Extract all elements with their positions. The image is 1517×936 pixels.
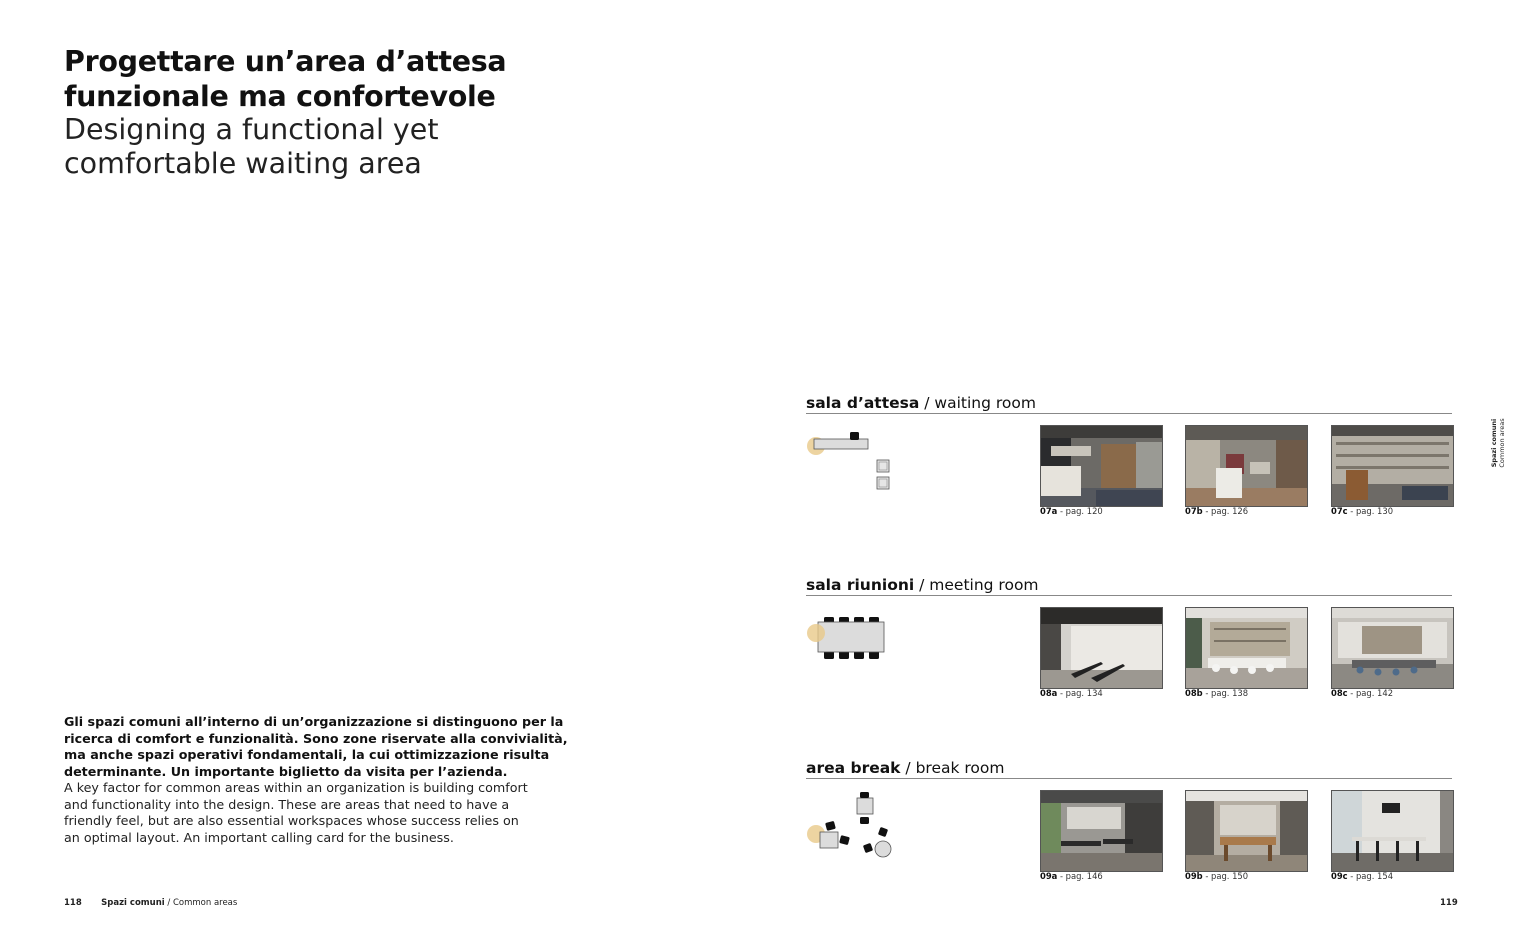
section-label-it: area break [806,759,901,777]
page-ref-09b: - pag. 150 [1202,871,1249,881]
page-ref-07a: - pag. 120 [1057,506,1103,516]
intro-en-line-2: and functionality into the design. These are areas that need to have a [64,796,510,812]
section-separator: / [914,576,930,594]
page-number-left: 118 [64,898,82,908]
intro-italian [64,714,568,780]
photo-08c [1331,607,1454,689]
caption-07b [1185,506,1248,516]
intro-it-line-1: Gli spazi comuni all’interno di un’organizzazione si distinguono per la [64,714,564,729]
page-ref-08c: - pag. 142 [1347,688,1394,698]
title-it-line-1: Progettare un’area d’attesa [64,45,507,78]
footer-section-en: Common areas [172,898,238,908]
intro-english [64,780,534,846]
page-ref-08b: - pag. 138 [1202,688,1249,698]
side-tab-en: Common areas [1498,418,1506,468]
intro-it-line-4: determinante. Un importante biglietto da visita per l’azienda. [64,763,508,779]
section-label-it: sala riunioni [806,576,915,594]
photo-09c [1331,790,1454,872]
caption-08c [1331,688,1393,698]
photo-09a [1040,790,1163,872]
section-label-en: break room [915,759,1005,777]
photo-08a [1040,607,1163,689]
caption-07a [1040,506,1103,516]
code-09b: 09b [1185,871,1203,881]
intro-en-line-1: A key factor for common areas within an organization is building comfort [64,780,528,795]
title-it-line-2: funzionale ma confortevole [64,80,496,113]
section-separator: / [900,759,916,777]
photo-09b [1185,790,1308,872]
section-waiting-room [806,393,1452,523]
intro-paragraph [64,714,568,846]
intro-en-line-4: an optimal layout. An important calling card for the business. [64,829,454,845]
meeting-room-floorplan-icon [806,601,916,681]
side-section-tab [1490,414,1508,472]
page-number-right: 119 [1440,898,1458,908]
section-break-room [806,758,1452,888]
title-en-line-2: comfortable waiting area [64,147,422,180]
caption-08b [1185,688,1248,698]
code-07c: 07c [1331,506,1348,516]
intro-it-line-3: ma anche spazi operativi fondamentali, la cui ottimizzazione risulta [64,747,550,762]
section-label-en: waiting room [934,394,1036,412]
section-heading [806,758,1452,779]
footer-section-it: Spazi comuni [101,898,165,908]
code-09a: 09a [1040,871,1058,881]
footer-left [64,898,237,908]
photo-07b [1185,425,1308,507]
section-separator: / [919,394,935,412]
caption-08a [1040,688,1103,698]
photo-07c [1331,425,1454,507]
code-07a: 07a [1040,506,1058,516]
footer-separator: / [164,898,173,908]
intro-en-line-3: friendly feel, but are also essential workspaces whose success relies on [64,813,519,828]
section-heading [806,575,1452,596]
caption-09c [1331,871,1393,881]
code-08a: 08a [1040,688,1058,698]
code-08c: 08c [1331,688,1348,698]
caption-09b [1185,871,1248,881]
page-ref-07c: - pag. 130 [1347,506,1394,516]
caption-07c [1331,506,1393,516]
page-title-english [64,113,584,181]
photo-08b [1185,607,1308,689]
title-en-line-1: Designing a functional yet [64,113,439,146]
page-ref-07b: - pag. 126 [1202,506,1249,516]
photo-07a [1040,425,1163,507]
intro-it-line-2: ricerca di comfort e funzionalità. Sono zone riservate alla convivialità, [64,730,568,746]
code-07b: 07b [1185,506,1203,516]
page-ref-09a: - pag. 146 [1057,871,1103,881]
section-label-en: meeting room [929,576,1039,594]
section-label-it: sala d’attesa [806,394,920,412]
section-meeting-room [806,575,1452,705]
code-08b: 08b [1185,688,1203,698]
section-heading [806,393,1452,414]
break-room-floorplan-icon [806,784,916,864]
footer-right [1440,898,1458,908]
caption-09a [1040,871,1103,881]
page-ref-08a: - pag. 134 [1057,688,1103,698]
page-title-italian [64,44,584,114]
code-09c: 09c [1331,871,1348,881]
waiting-room-floorplan-icon [806,419,916,499]
page-ref-09c: - pag. 154 [1347,871,1394,881]
side-tab-it: Spazi comuni [1490,418,1498,468]
